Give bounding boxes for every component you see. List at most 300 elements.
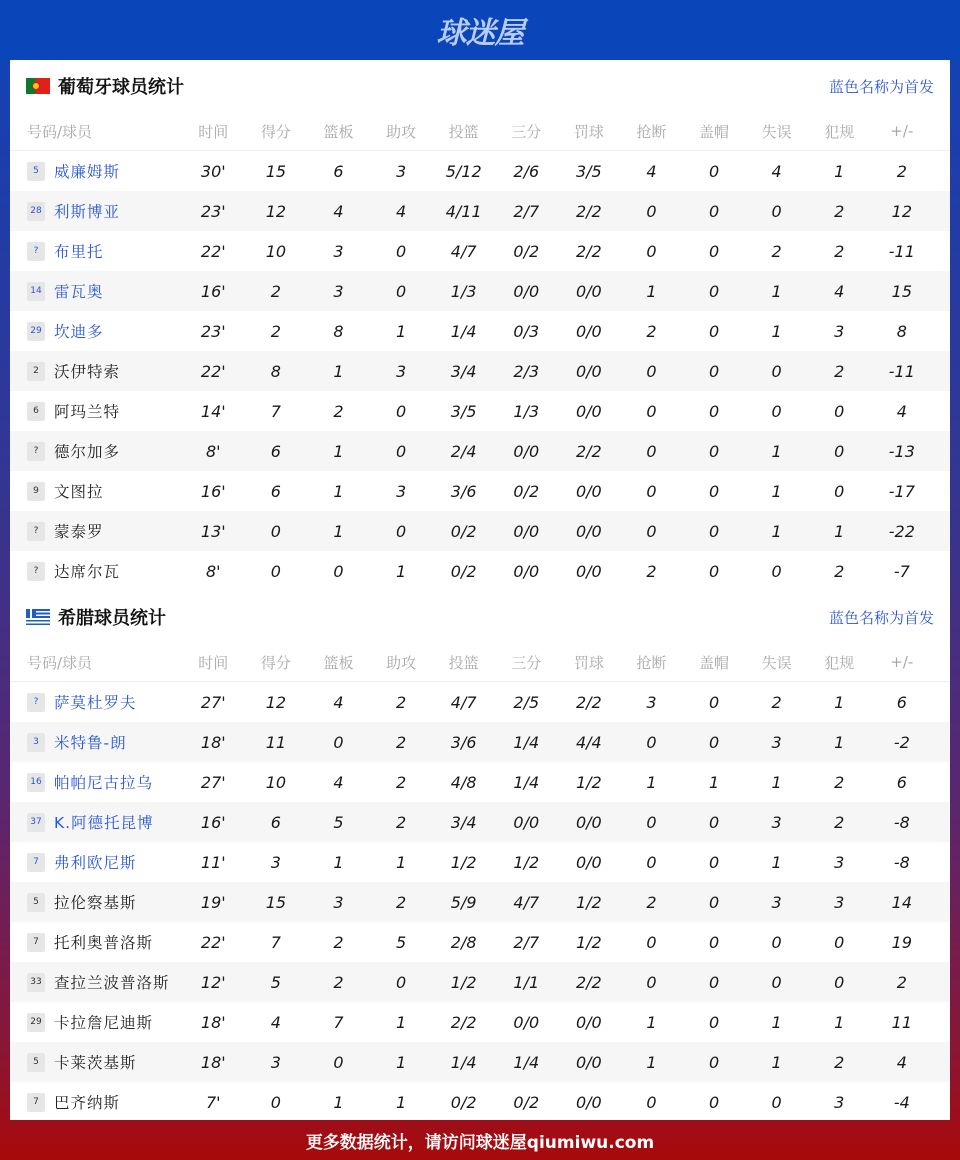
stat-cell: 0 <box>708 932 720 952</box>
stat-cell: 1/2 <box>575 892 602 912</box>
column-header[interactable]: 篮板 <box>323 653 354 672</box>
stat-cell: 3/5 <box>450 401 477 421</box>
stat-cell: 22' <box>200 241 226 261</box>
stat-cell: 3/6 <box>450 481 477 501</box>
stat-cell: 0 <box>646 852 657 872</box>
stat-cell: 0/3 <box>513 321 540 341</box>
stat-cell: 0/0 <box>575 281 602 301</box>
stat-cell: 8 <box>270 361 281 381</box>
stat-cell: 0/0 <box>575 1012 602 1032</box>
player-row[interactable] <box>10 762 950 802</box>
player-name[interactable]: 沃伊特索 <box>54 363 121 381</box>
player-row[interactable] <box>10 191 950 231</box>
footer-banner <box>0 1120 960 1160</box>
stat-cell: 0/0 <box>513 281 540 301</box>
stat-cell: 6 <box>270 481 281 501</box>
stat-cell: 0 <box>646 972 657 992</box>
player-name[interactable]: 卡莱茨基斯 <box>54 1054 137 1072</box>
stat-cell: -8 <box>893 812 910 832</box>
stat-cell: 1/4 <box>513 1052 540 1072</box>
stat-cell: 0 <box>708 361 720 381</box>
stat-cell: 3/4 <box>450 361 477 381</box>
stat-cell: -4 <box>893 1092 910 1112</box>
stat-cell: 6 <box>333 161 344 181</box>
stat-cell: 7' <box>206 1092 221 1112</box>
table-header <box>10 112 950 151</box>
stat-cell: 10 <box>265 772 287 792</box>
stat-cell: 1 <box>333 1092 344 1112</box>
stat-cell: 2/2 <box>575 241 602 261</box>
player-row[interactable] <box>10 1042 950 1082</box>
team-section-header <box>10 60 950 112</box>
stat-cell: 0 <box>395 521 407 541</box>
stat-cell: 0 <box>834 932 845 952</box>
player-row[interactable] <box>10 311 950 351</box>
stat-cell: -11 <box>888 361 915 381</box>
stat-cell: 1 <box>395 852 407 872</box>
table-header <box>10 643 950 682</box>
stat-cell: 1/4 <box>513 732 540 752</box>
stat-cell: 10 <box>265 241 287 261</box>
stat-cell: 4 <box>646 161 657 181</box>
stat-cell: 0 <box>708 401 720 421</box>
stat-cell: 1 <box>771 1052 782 1072</box>
stat-cell: 2 <box>395 732 407 752</box>
jersey-icon: 28 <box>27 202 45 221</box>
stat-cell: 1 <box>834 1012 845 1032</box>
stat-cell: 22' <box>200 361 226 381</box>
stat-cell: 27' <box>200 772 226 792</box>
stat-cell: 2/3 <box>513 361 540 381</box>
stat-cell: 0 <box>708 692 720 712</box>
stat-cell: 2 <box>270 321 281 341</box>
jersey-icon: 14 <box>27 282 45 301</box>
section-title <box>26 604 166 630</box>
stat-cell: 0 <box>646 201 657 221</box>
player-row[interactable] <box>10 351 950 391</box>
stat-cell: 0 <box>834 972 845 992</box>
player-cell <box>10 360 182 382</box>
stat-cell: 4 <box>834 281 845 301</box>
stat-cell: 0 <box>270 1092 281 1112</box>
player-row[interactable] <box>10 922 950 962</box>
stat-cell: 0 <box>646 481 657 501</box>
stat-cell: 0 <box>708 281 720 301</box>
footer-link[interactable]: 更多数据统计，请访问球迷屋qiumiwu.com <box>305 1132 655 1153</box>
stat-cell: 0 <box>708 972 720 992</box>
column-header[interactable]: 投篮 <box>448 653 479 672</box>
stat-cell: 1/2 <box>450 852 477 872</box>
stat-cell: 0/0 <box>575 1052 602 1072</box>
stat-cell: 0 <box>708 521 720 541</box>
stat-cell: 0 <box>395 401 407 421</box>
stat-cell: 2 <box>395 892 407 912</box>
stat-cell: 7 <box>270 401 281 421</box>
stat-cell: 6 <box>896 772 907 792</box>
stat-cell: 3 <box>834 1092 845 1112</box>
stat-cell: 4/11 <box>445 201 482 221</box>
stat-cell: 0 <box>646 932 657 952</box>
player-name[interactable]: 坎迪多 <box>54 323 104 341</box>
stat-cell: 0/0 <box>575 521 602 541</box>
column-header[interactable]: 时间 <box>198 122 229 141</box>
column-header[interactable]: 助攻 <box>386 653 417 672</box>
stat-cell: 11 <box>265 732 287 752</box>
stat-cell: 14' <box>200 401 226 421</box>
stat-cell: 1 <box>333 441 344 461</box>
stat-cell: 6 <box>270 812 281 832</box>
jersey-icon: 2 <box>27 362 45 381</box>
stat-cell: 1 <box>333 481 344 501</box>
stat-cell: 1 <box>395 1052 407 1072</box>
stat-cell: 0/0 <box>513 521 540 541</box>
player-name[interactable]: 萨莫杜罗夫 <box>54 694 137 712</box>
column-header[interactable]: 罚球 <box>573 122 604 141</box>
stat-cell: 1/2 <box>513 852 540 872</box>
column-header[interactable]: 助攻 <box>386 122 417 141</box>
jersey-icon: 9 <box>27 482 45 501</box>
stat-cell: 16' <box>200 481 226 501</box>
stat-cell: -22 <box>888 521 915 541</box>
stat-cell: 1 <box>646 772 657 792</box>
stat-cell: 3 <box>771 732 782 752</box>
player-row[interactable] <box>10 882 950 922</box>
stat-cell: 0 <box>708 241 720 261</box>
player-name[interactable]: 弗利欧尼斯 <box>54 854 137 872</box>
stat-cell: 8 <box>896 321 907 341</box>
stat-cell: 1/4 <box>513 772 540 792</box>
player-name[interactable]: 文图拉 <box>54 483 104 501</box>
stat-cell: 2/6 <box>513 161 540 181</box>
stat-cell: 3/6 <box>450 732 477 752</box>
stat-cell: -8 <box>893 852 910 872</box>
player-name[interactable]: 托利奥普洛斯 <box>54 934 154 952</box>
stat-cell: 18' <box>200 732 226 752</box>
jersey-icon: ? <box>27 562 45 581</box>
stat-cell: 0 <box>708 812 720 832</box>
player-name[interactable]: 卡拉詹尼迪斯 <box>54 1014 154 1032</box>
player-name[interactable]: 阿玛兰特 <box>54 403 121 421</box>
stat-cell: 0 <box>771 1092 782 1112</box>
column-header[interactable]: 三分 <box>511 122 542 141</box>
stat-cell: 5/12 <box>445 161 482 181</box>
stat-cell: 5 <box>270 972 281 992</box>
stat-cell: 1 <box>771 772 782 792</box>
column-header[interactable]: 篮板 <box>323 122 354 141</box>
stat-cell: 5 <box>395 932 407 952</box>
stat-cell: 2 <box>771 692 782 712</box>
stat-cell: 1 <box>395 321 407 341</box>
stat-cell: 3 <box>333 241 344 261</box>
stat-cell: 1 <box>395 1012 407 1032</box>
stat-cell: 2 <box>834 561 845 581</box>
starter-legend: 蓝色名称为首发 <box>828 608 934 627</box>
column-header[interactable]: 罚球 <box>573 653 604 672</box>
stat-cell: 0 <box>771 561 782 581</box>
stat-cell: 13' <box>200 521 226 541</box>
player-name[interactable]: 德尔加多 <box>54 443 121 461</box>
jersey-icon: 16 <box>27 773 45 792</box>
stat-cell: 1 <box>834 161 845 181</box>
stat-cell: 4/7 <box>450 692 477 712</box>
column-header[interactable]: +/- <box>890 653 914 671</box>
stat-cell: 1/2 <box>575 932 602 952</box>
stat-cell: 12 <box>265 201 287 221</box>
stat-cell: 19' <box>200 892 226 912</box>
jersey-icon: 7 <box>27 1093 45 1112</box>
stat-cell: 2 <box>834 772 845 792</box>
stat-cell: 0/0 <box>513 561 540 581</box>
stat-cell: 0/2 <box>450 561 477 581</box>
player-cell <box>10 971 182 993</box>
player-name[interactable]: 查拉兰波普洛斯 <box>54 974 170 992</box>
player-row[interactable] <box>10 1002 950 1042</box>
stat-cell: 4 <box>270 1012 281 1032</box>
stat-cell: 0 <box>395 281 407 301</box>
stat-cell: 2 <box>896 972 907 992</box>
stat-cell: 2/7 <box>513 932 540 952</box>
stat-cell: 2 <box>270 281 281 301</box>
stat-cell: 23' <box>200 201 226 221</box>
stat-cell: 0 <box>646 812 657 832</box>
stat-cell: 3 <box>333 892 344 912</box>
player-name[interactable]: 米特鲁-朗 <box>54 734 127 752</box>
stat-cell: 1/3 <box>450 281 477 301</box>
column-header[interactable]: 抢断 <box>636 653 667 672</box>
stat-cell: 0 <box>270 521 281 541</box>
player-name[interactable]: 布里托 <box>54 243 104 261</box>
stat-cell: 7 <box>270 932 281 952</box>
player-name[interactable]: 拉伦察基斯 <box>54 894 137 912</box>
stat-cell: 8' <box>206 561 221 581</box>
stat-cell: 0 <box>395 241 407 261</box>
player-row[interactable] <box>10 391 950 431</box>
stat-cell: 19 <box>891 932 912 952</box>
player-row[interactable] <box>10 551 950 591</box>
stat-cell: 1/1 <box>513 972 540 992</box>
player-row[interactable] <box>10 802 950 842</box>
stat-cell: 4/8 <box>450 772 477 792</box>
stat-cell: -7 <box>893 561 910 581</box>
stat-cell: 16' <box>200 281 226 301</box>
stat-cell: 0/2 <box>513 241 540 261</box>
stat-cell: 12' <box>200 972 226 992</box>
stat-cell: 14 <box>891 892 912 912</box>
jersey-icon: 7 <box>27 853 45 872</box>
jersey-icon: 29 <box>27 1013 45 1032</box>
stat-cell: 1/4 <box>450 321 477 341</box>
stat-cell: 0 <box>646 521 657 541</box>
jersey-icon: ? <box>27 242 45 261</box>
stat-cell: 0 <box>708 481 720 501</box>
section-title <box>26 73 184 99</box>
player-cell <box>10 520 182 542</box>
player-name[interactable]: 利斯博亚 <box>54 203 121 221</box>
stat-cell: 1 <box>646 1052 657 1072</box>
player-cell <box>10 560 182 582</box>
column-header[interactable]: 得分 <box>260 653 291 672</box>
stat-cell: 3 <box>395 161 407 181</box>
player-row[interactable] <box>10 271 950 311</box>
jersey-icon: 5 <box>27 162 45 181</box>
player-cell <box>10 440 182 462</box>
player-name[interactable]: 帕帕尼古拉乌 <box>54 774 154 792</box>
jersey-icon: 7 <box>27 933 45 952</box>
jersey-icon: ? <box>27 693 45 712</box>
stat-cell: 2 <box>834 812 845 832</box>
stat-cell: 0/0 <box>575 1092 602 1112</box>
stat-cell: 0 <box>646 361 657 381</box>
player-row[interactable] <box>10 471 950 511</box>
stat-cell: 0/0 <box>513 1012 540 1032</box>
column-header[interactable]: 失误 <box>761 122 792 141</box>
player-name[interactable]: 威廉姆斯 <box>54 163 121 181</box>
stat-cell: 22' <box>200 932 226 952</box>
stat-cell: 1 <box>333 521 344 541</box>
column-header[interactable]: 三分 <box>511 653 542 672</box>
stat-cell: 2/5 <box>513 692 540 712</box>
column-header[interactable]: 号码/球员 <box>27 122 93 141</box>
stat-cell: 2 <box>646 892 657 912</box>
player-row[interactable] <box>10 722 950 762</box>
column-header[interactable]: 犯规 <box>824 122 855 141</box>
team-title: 希腊球员统计 <box>58 608 166 629</box>
column-header[interactable]: 投篮 <box>448 122 479 141</box>
player-row[interactable] <box>10 151 950 191</box>
stat-cell: -11 <box>888 241 915 261</box>
team-title: 葡萄牙球员统计 <box>58 77 184 98</box>
column-header[interactable]: 犯规 <box>824 653 855 672</box>
stat-cell: 15 <box>891 281 912 301</box>
stat-cell: 0 <box>771 972 782 992</box>
stat-cell: 11 <box>891 1012 912 1032</box>
stat-cell: 2/2 <box>575 441 602 461</box>
stat-cell: 0 <box>646 241 657 261</box>
stat-cell: 1 <box>333 361 344 381</box>
stat-cell: 0/0 <box>575 481 602 501</box>
column-header[interactable]: 得分 <box>260 122 291 141</box>
stat-cell: 2 <box>646 321 657 341</box>
player-row[interactable] <box>10 842 950 882</box>
stat-cell: 1 <box>708 772 720 792</box>
player-name[interactable]: 蒙泰罗 <box>54 523 104 541</box>
portugal-flag-icon <box>26 78 50 94</box>
column-header[interactable]: 号码/球员 <box>27 653 93 672</box>
stat-cell: 3/5 <box>575 161 602 181</box>
player-row[interactable] <box>10 511 950 551</box>
player-row[interactable] <box>10 231 950 271</box>
column-header[interactable]: 时间 <box>198 653 229 672</box>
stat-cell: 0 <box>771 361 782 381</box>
player-row[interactable] <box>10 962 950 1002</box>
stat-cell: 0 <box>708 1052 720 1072</box>
stat-cell: 1 <box>771 1012 782 1032</box>
stat-cell: 3 <box>834 892 845 912</box>
stat-cell: 2 <box>834 1052 845 1072</box>
column-header[interactable]: 抢断 <box>636 122 667 141</box>
stat-cell: 27' <box>200 692 226 712</box>
player-cell <box>10 931 182 953</box>
stat-cell: 3 <box>771 812 782 832</box>
stat-cell: 16' <box>200 812 226 832</box>
player-cell <box>10 160 182 182</box>
player-name[interactable]: 巴齐纳斯 <box>54 1094 121 1112</box>
stat-cell: 1/2 <box>575 772 602 792</box>
stat-cell: -13 <box>888 441 915 461</box>
player-cell <box>10 811 182 833</box>
stat-cell: 1 <box>834 732 845 752</box>
stat-cell: 12 <box>265 692 287 712</box>
stat-cell: 2 <box>333 972 344 992</box>
player-name[interactable]: K.阿德托昆博 <box>54 814 154 832</box>
player-name[interactable]: 雷瓦奥 <box>54 283 104 301</box>
column-header[interactable]: 失误 <box>761 653 792 672</box>
stat-cell: 6 <box>896 692 907 712</box>
stat-cell: 1 <box>646 281 657 301</box>
stat-cell: 0 <box>646 732 657 752</box>
stat-cell: 0 <box>708 1012 720 1032</box>
player-row[interactable] <box>10 1082 950 1122</box>
stat-cell: 2 <box>333 401 344 421</box>
stat-cell: 12 <box>891 201 912 221</box>
player-cell <box>10 851 182 873</box>
column-header[interactable]: +/- <box>890 122 914 140</box>
stat-cell: 2/2 <box>450 1012 477 1032</box>
stat-cell: 0 <box>834 441 845 461</box>
stat-cell: 2 <box>834 201 845 221</box>
stat-cell: 0 <box>333 1052 344 1072</box>
player-row[interactable] <box>10 431 950 471</box>
stat-cell: 0 <box>708 852 720 872</box>
stat-cell: 4/4 <box>575 732 602 752</box>
stat-cell: 3 <box>646 692 657 712</box>
stat-cell: 0 <box>646 1092 657 1112</box>
stat-cell: 15 <box>265 161 287 181</box>
stat-cell: 0/2 <box>513 481 540 501</box>
stat-cell: 8 <box>333 321 344 341</box>
player-cell <box>10 771 182 793</box>
stat-cell: 4 <box>896 401 907 421</box>
jersey-icon: ? <box>27 522 45 541</box>
player-cell <box>10 200 182 222</box>
stat-cell: 3 <box>834 852 845 872</box>
stat-cell: 0 <box>395 972 407 992</box>
player-cell <box>10 731 182 753</box>
player-cell <box>10 400 182 422</box>
stat-cell: 0 <box>270 561 281 581</box>
player-cell <box>10 320 182 342</box>
stat-cell: 0 <box>708 161 720 181</box>
player-row[interactable] <box>10 682 950 722</box>
column-header[interactable]: 盖帽 <box>699 122 730 141</box>
stat-cell: 23' <box>200 321 226 341</box>
player-name[interactable]: 达席尔瓦 <box>54 563 121 581</box>
stat-cell: 4 <box>333 772 344 792</box>
stat-cell: 0 <box>395 441 407 461</box>
stat-cell: 0 <box>333 561 344 581</box>
stat-cell: 2 <box>896 161 907 181</box>
stat-cell: 4 <box>395 201 407 221</box>
stat-cell: 0 <box>708 441 720 461</box>
stat-cell: 1 <box>333 852 344 872</box>
column-header[interactable]: 盖帽 <box>699 653 730 672</box>
stat-cell: 1 <box>395 1092 407 1112</box>
stat-cell: 0/0 <box>575 852 602 872</box>
player-cell <box>10 240 182 262</box>
stat-cell: 3/4 <box>450 812 477 832</box>
greece-flag-icon <box>26 609 50 625</box>
stat-cell: 3 <box>771 892 782 912</box>
